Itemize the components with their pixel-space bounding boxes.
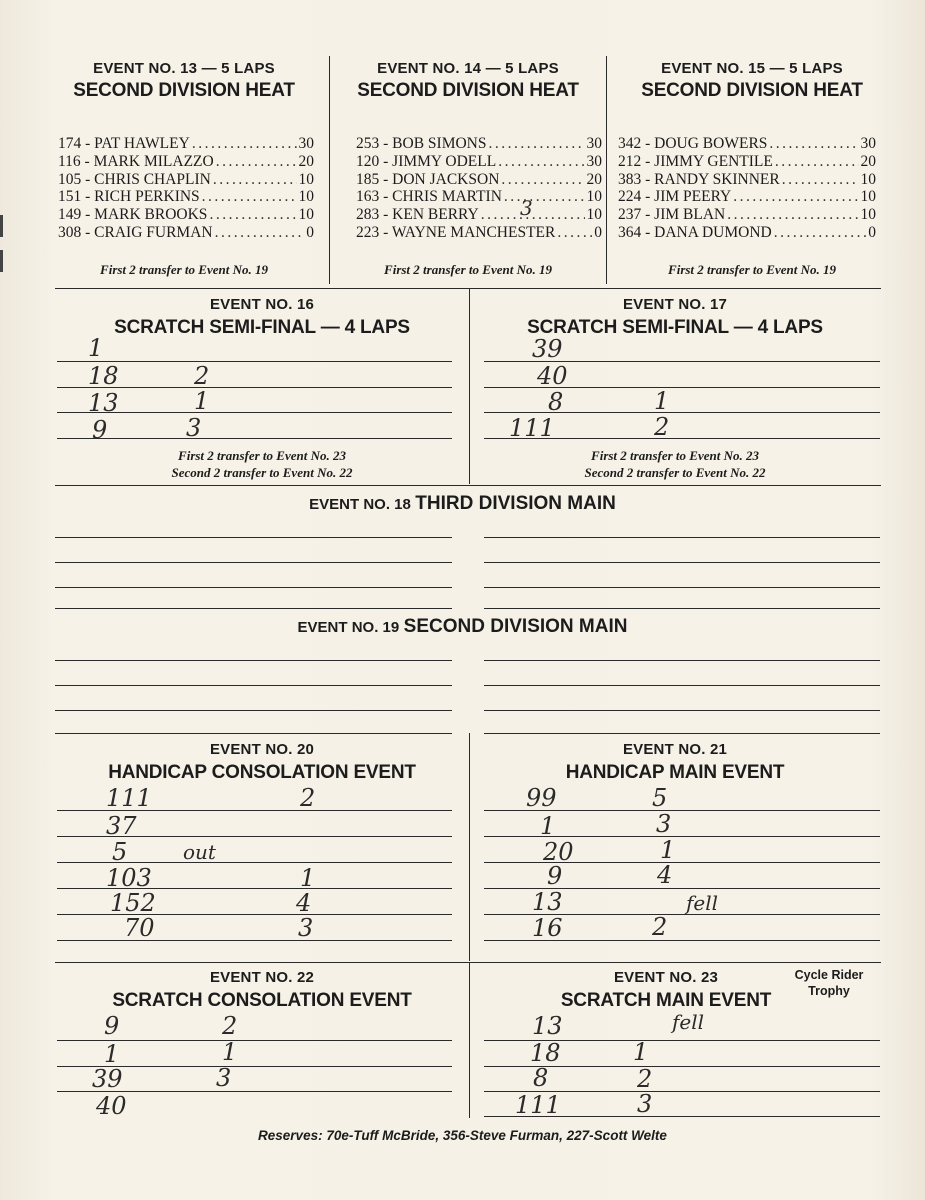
handwritten-place: 5	[652, 784, 668, 812]
handwritten-place: 2	[194, 362, 210, 390]
handwritten-place: 1	[222, 1038, 238, 1066]
handwritten-rider: 40	[96, 1092, 127, 1120]
result-line	[484, 587, 880, 588]
event-15-rider-list	[618, 135, 876, 242]
handwritten-place: 4	[657, 861, 673, 889]
result-line	[55, 660, 452, 661]
rider-row: 383 - RANDY SKINNER ..... 10	[618, 171, 876, 189]
result-line	[484, 608, 880, 609]
handwritten-rider: 8	[533, 1064, 549, 1092]
handwritten-rider: 5	[112, 838, 128, 866]
event-16-title: SCRATCH SEMI-FINAL — 4 LAPS	[114, 317, 410, 338]
handwritten-rider: 111	[515, 1091, 561, 1119]
event-17-title: SCRATCH SEMI-FINAL — 4 LAPS	[527, 317, 823, 338]
event-19-number: EVENT NO. 19	[297, 619, 400, 636]
handwritten-place: 2	[652, 913, 668, 941]
rider-row: 120 - JIMMY ODELL ..... 30	[356, 153, 602, 171]
event-14-number: EVENT NO. 14 — 5 LAPS	[377, 60, 559, 77]
result-line	[57, 940, 452, 941]
handwritten-rider: 18	[530, 1039, 561, 1067]
handwritten-place: 2	[637, 1065, 653, 1093]
handwritten-place: 1	[660, 836, 676, 864]
handwritten-rider: 40	[537, 362, 568, 390]
event-20-title: HANDICAP CONSOLATION EVENT	[108, 762, 416, 783]
event-17-note-1: First 2 transfer to Event No. 23	[591, 448, 759, 463]
handwritten-mark: 3	[520, 196, 533, 220]
rider-row: 237 - JIM BLAN ..... 10	[618, 206, 876, 224]
rider-row: 224 - JIM PEERY ..... 10	[618, 188, 876, 206]
handwritten-rider: 9	[92, 416, 108, 444]
event-16-note-2: Second 2 transfer to Event No. 22	[171, 465, 353, 480]
handwritten-rider: 9	[547, 862, 563, 890]
handwritten-rider: 111	[106, 784, 152, 812]
event-19-title: SECOND DIVISION MAIN	[403, 616, 628, 637]
rider-row: 223 - WAYNE MANCHESTER ..... 0	[356, 224, 602, 242]
handwritten-place: 4	[296, 889, 312, 917]
event-17-number: EVENT NO. 17	[622, 296, 728, 313]
binding-mark	[0, 215, 3, 237]
event-14-rider-list	[356, 135, 602, 242]
rider-row: 308 - CRAIG FURMAN ..... 0	[58, 224, 314, 242]
event-18-number: EVENT NO. 18	[309, 496, 411, 513]
handwritten-place: 3	[216, 1064, 232, 1092]
event-13-rider-list	[58, 135, 314, 242]
handwritten-place: 1	[654, 387, 670, 415]
trophy-label-line1: Cycle Rider	[794, 968, 864, 982]
handwritten-place: 2	[300, 784, 316, 812]
event-15-title: SECOND DIVISION HEAT	[641, 80, 863, 101]
event-21-title: HANDICAP MAIN EVENT	[565, 762, 785, 783]
handwritten-rider: 16	[532, 914, 563, 942]
rider-row: 212 - JIMMY GENTILE ..... 20	[618, 153, 876, 171]
handwritten-rider: 37	[106, 812, 137, 840]
rider-row: 185 - DON JACKSON ..... 20	[356, 171, 602, 189]
result-line	[55, 587, 452, 588]
event-15-transfer-note: First 2 transfer to Event No. 19	[668, 262, 836, 277]
rider-row: 163 - CHRIS MARTIN ..... 10	[356, 188, 602, 206]
handwritten-rider: 13	[88, 389, 119, 417]
result-line	[55, 608, 452, 609]
handwritten-place: 1	[300, 864, 316, 892]
event-17-note-2: Second 2 transfer to Event No. 22	[584, 465, 766, 480]
result-line	[484, 733, 880, 734]
rider-row: 105 - CHRIS CHAPLIN ..... 10	[58, 171, 314, 189]
handwritten-place: 1	[194, 387, 210, 415]
handwritten-rider: 1	[540, 812, 556, 840]
event-18-heading	[0, 493, 925, 515]
handwritten-rider: 1	[88, 334, 104, 362]
rider-row: 342 - DOUG BOWERS ..... 30	[618, 135, 876, 153]
handwritten-rider: 8	[548, 388, 564, 416]
result-line	[55, 710, 452, 711]
result-line	[55, 733, 452, 734]
handwritten-place: 3	[186, 414, 202, 442]
event-20-number: EVENT NO. 20	[209, 741, 315, 758]
handwritten-place: out	[183, 840, 216, 864]
event-16-note-1: First 2 transfer to Event No. 23	[178, 448, 346, 463]
handwritten-place: fell	[672, 1010, 705, 1034]
rider-row: 116 - MARK MILAZZO ..... 20	[58, 153, 314, 171]
result-line	[484, 412, 880, 413]
event-13-transfer-note: First 2 transfer to Event No. 19	[100, 262, 268, 277]
result-line	[484, 537, 880, 538]
result-line	[484, 710, 880, 711]
event-15-number: EVENT NO. 15 — 5 LAPS	[661, 60, 843, 77]
section-divider	[55, 485, 881, 486]
handwritten-rider: 103	[106, 864, 152, 892]
event-13-title: SECOND DIVISION HEAT	[73, 80, 295, 101]
handwritten-rider: 1	[104, 1040, 120, 1068]
rider-row: 149 - MARK BROOKS ..... 10	[58, 206, 314, 224]
event-14-title: SECOND DIVISION HEAT	[357, 80, 579, 101]
section-divider	[55, 962, 881, 963]
handwritten-rider: 152	[110, 889, 156, 917]
rider-row: 174 - PAT HAWLEY ..... 30	[58, 135, 314, 153]
handwritten-rider: 39	[92, 1065, 123, 1093]
result-line	[484, 685, 880, 686]
event-22-title: SCRATCH CONSOLATION EVENT	[112, 990, 412, 1011]
result-line	[55, 685, 452, 686]
rider-row: 364 - DANA DUMOND ..... 0	[618, 224, 876, 242]
handwritten-rider: 13	[532, 888, 563, 916]
handwritten-rider: 70	[124, 914, 155, 942]
handwritten-place: 3	[298, 914, 314, 942]
trophy-label	[786, 967, 872, 999]
event-14-transfer-note: First 2 transfer to Event No. 19	[384, 262, 552, 277]
handwritten-place: 2	[654, 413, 670, 441]
event-21-number: EVENT NO. 21	[622, 741, 728, 758]
section-divider	[55, 288, 881, 289]
result-line	[484, 660, 880, 661]
event-22-number: EVENT NO. 22	[209, 969, 315, 986]
handwritten-rider: 20	[543, 838, 574, 866]
trophy-label-line2: Trophy	[808, 984, 850, 998]
result-line	[484, 562, 880, 563]
event-23-number: EVENT NO. 23	[613, 969, 719, 986]
result-line	[55, 562, 452, 563]
reserves-line: Reserves: 70e-Tuff McBride, 356-Steve Furman, 227-Scott Welte	[258, 1128, 667, 1143]
handwritten-rider: 99	[526, 784, 557, 812]
event-23-title: SCRATCH MAIN EVENT	[560, 990, 772, 1011]
handwritten-rider: 39	[532, 335, 563, 363]
handwritten-place: 2	[222, 1012, 238, 1040]
handwritten-place: fell	[686, 891, 719, 915]
rider-row: 283 - KEN BERRY ..... 10	[356, 206, 602, 224]
event-13-number: EVENT NO. 13 — 5 LAPS	[93, 60, 275, 77]
event-18-title: THIRD DIVISION MAIN	[415, 493, 616, 514]
rider-row: 151 - RICH PERKINS ..... 10	[58, 188, 314, 206]
result-line	[55, 537, 452, 538]
handwritten-rider: 13	[532, 1012, 563, 1040]
handwritten-rider: 18	[88, 362, 119, 390]
event-19-heading	[0, 616, 925, 638]
handwritten-rider: 9	[104, 1012, 120, 1040]
binding-mark	[0, 250, 3, 272]
result-line	[57, 438, 452, 439]
event-16-number: EVENT NO. 16	[209, 296, 315, 313]
handwritten-rider: 111	[509, 414, 555, 442]
handwritten-place: 3	[656, 810, 672, 838]
handwritten-place: 1	[633, 1038, 649, 1066]
rider-row: 253 - BOB SIMONS ..... 30	[356, 135, 602, 153]
handwritten-place: 3	[637, 1090, 653, 1118]
